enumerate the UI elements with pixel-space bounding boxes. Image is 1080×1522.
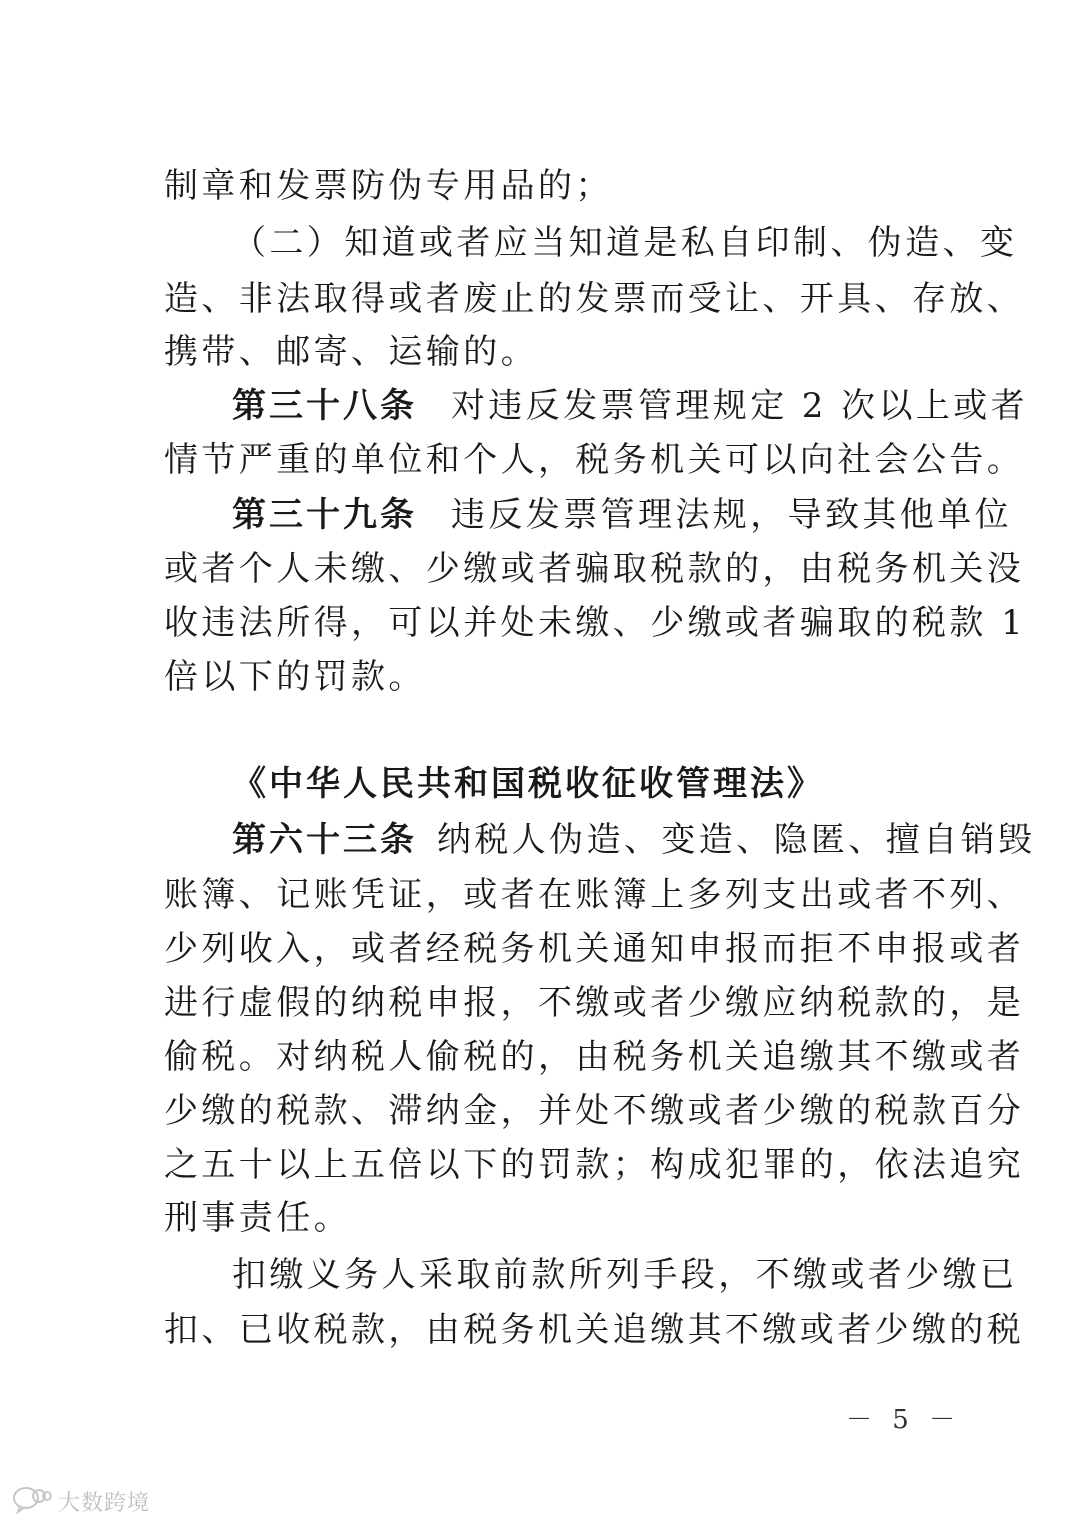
text-line: 情节严重的单位和个人，税务机关可以向社会公告。 bbox=[164, 440, 1025, 480]
law-title: 《中华人民共和国税收征收管理法》 bbox=[232, 764, 824, 804]
text-line: 少列收入，或者经税务机关通知申报而拒不申报或者 bbox=[164, 929, 1025, 969]
watermark bbox=[12, 1484, 150, 1518]
text-line: 收违法所得，可以并处未缴、少缴或者骗取的税款 1 bbox=[164, 603, 1027, 643]
text-line: 之五十以上五倍以下的罚款；构成犯罪的，依法追究 bbox=[164, 1145, 1025, 1185]
text-line: 账簿、记账凭证，或者在账簿上多列支出或者不列、 bbox=[164, 875, 1025, 915]
text-segment: 违反发票管理法规，导致其他单位 bbox=[451, 495, 1012, 535]
text-line: 造、非法取得或者废止的发票而受让、开具、存放、 bbox=[164, 279, 1025, 319]
article-39-heading: 第三十九条 bbox=[232, 495, 417, 535]
text-line: 或者个人未缴、少缴或者骗取税款的，由税务机关没 bbox=[164, 549, 1025, 589]
article-39-paragraph-first-line bbox=[232, 495, 1012, 535]
text-line: 携带、邮寄、运输的。 bbox=[164, 332, 538, 372]
text-line: 偷税。对纳税人偷税的，由税务机关追缴其不缴或者 bbox=[164, 1037, 1025, 1077]
text-line: 进行虚假的纳税申报，不缴或者少缴应纳税款的，是 bbox=[164, 983, 1025, 1023]
article-63-paragraph-first-line bbox=[232, 820, 1035, 860]
page-number: － 5 － bbox=[846, 1405, 962, 1435]
text-segment: 纳税人伪造、变造、隐匿、擅自销毁 bbox=[437, 820, 1036, 860]
text-line: 扣、已收税款，由税务机关追缴其不缴或者少缴的税 bbox=[164, 1310, 1025, 1350]
text-line: （二）知道或者应当知道是私自印制、伪造、变 bbox=[232, 223, 1018, 263]
text-line: 倍以下的罚款。 bbox=[164, 657, 426, 697]
text-segment: 对违反发票管理规定 2 次以上或者 bbox=[451, 386, 1029, 426]
article-38-paragraph-first-line bbox=[232, 386, 1028, 426]
text-line: 扣缴义务人采取前款所列手段，不缴或者少缴已 bbox=[232, 1255, 1018, 1295]
watermark-text: 大数跨境 bbox=[58, 1490, 151, 1516]
article-38-heading: 第三十八条 bbox=[232, 386, 417, 426]
chat-bubble-logo-icon bbox=[12, 1484, 52, 1518]
text-line: 少缴的税款、滞纳金，并处不缴或者少缴的税款百分 bbox=[164, 1091, 1025, 1131]
text-line: 制章和发票防伪专用品的； bbox=[164, 166, 613, 206]
text-line: 刑事责任。 bbox=[164, 1198, 351, 1238]
article-63-heading: 第六十三条 bbox=[232, 820, 417, 860]
